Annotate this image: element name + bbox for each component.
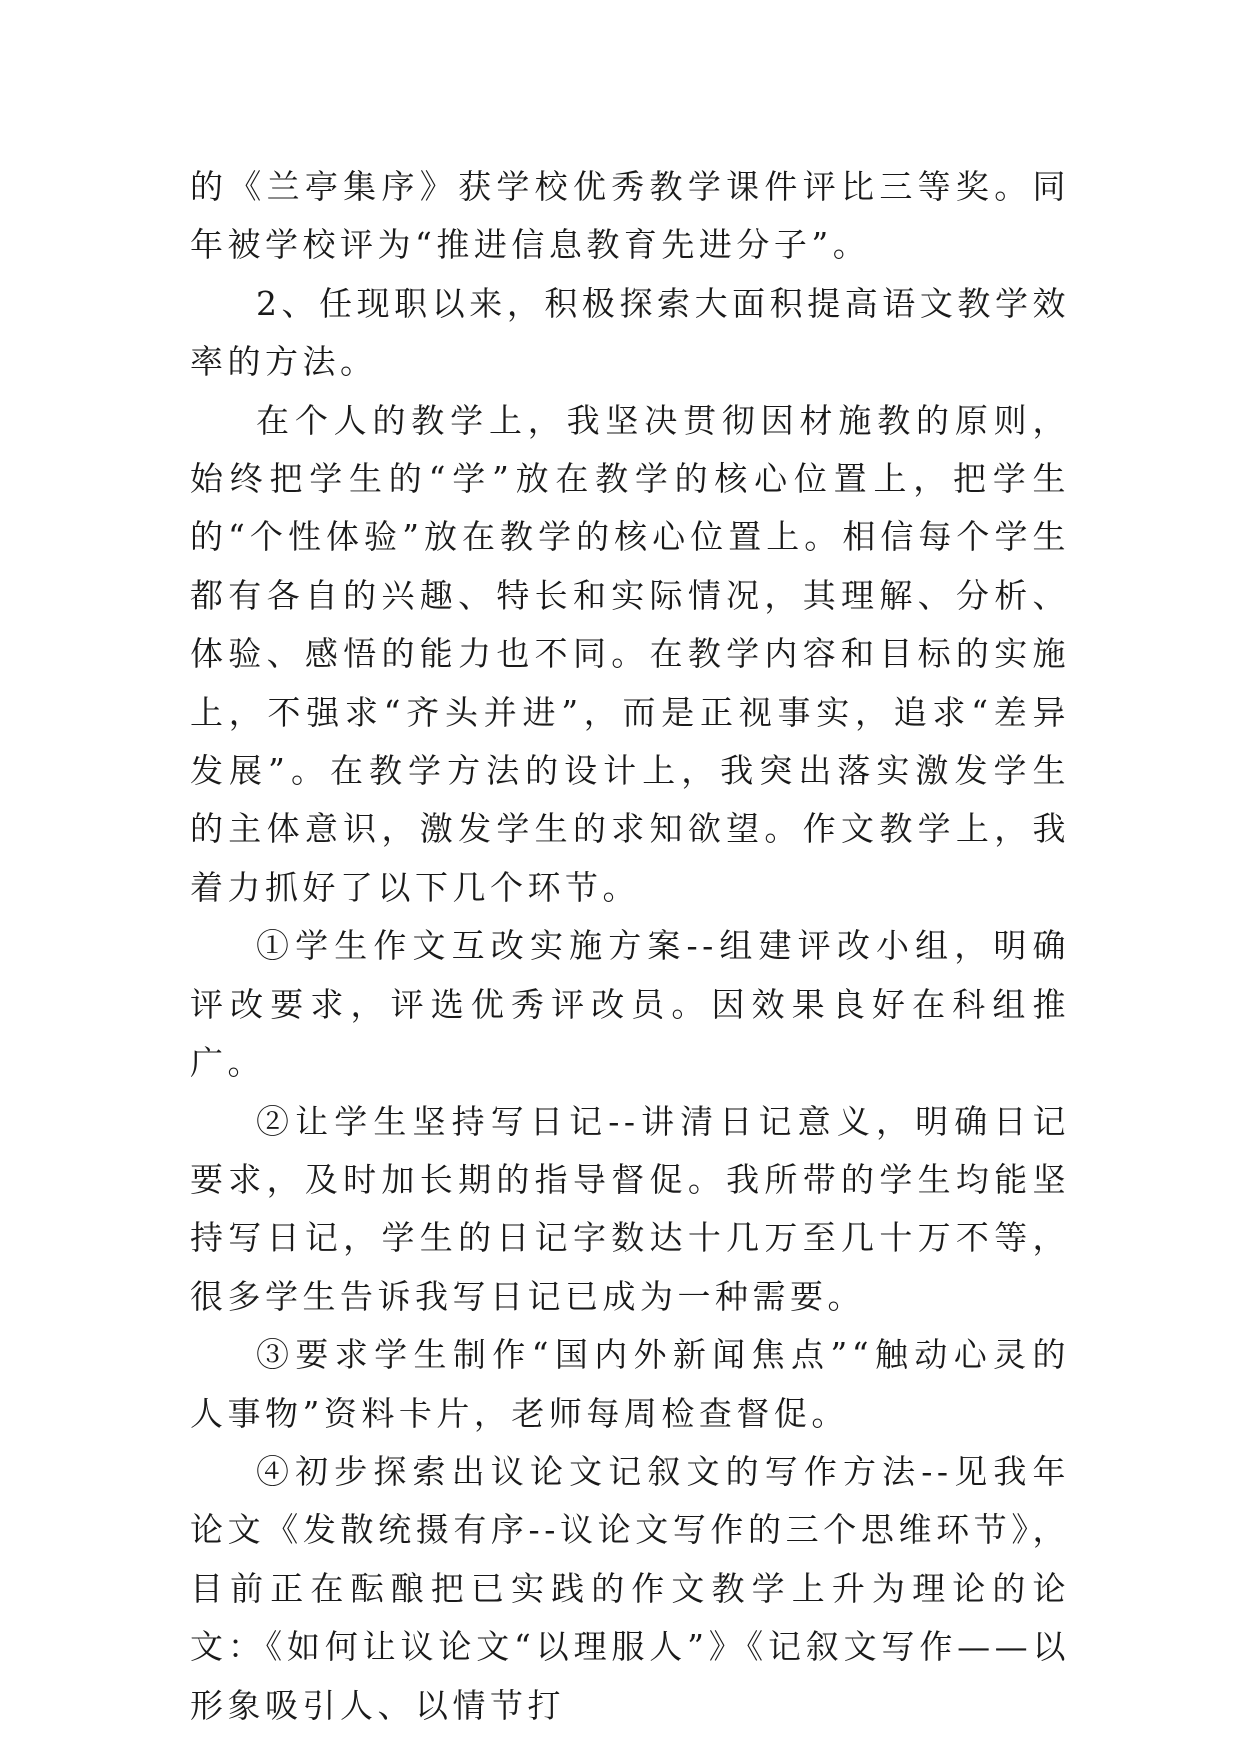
paragraph-item-2-diary: ②让学生坚持写日记--讲清日记意义，明确日记要求，及时加长期的指导督促。我所带的学生均能坚持写日记，学生的日记字数达十几万至几十万不等，很多学生告诉我写日记已成为一种需要。 bbox=[190, 1101, 1070, 1316]
paragraph-item-1-peer-review: ①学生作文互改实施方案--组建评改小组，明确评改要求，评选优秀评改员。因效果良好在科组推广。 bbox=[190, 926, 1070, 1083]
paragraph-item-3-news-cards: ③要求学生制作“国内外新闻焦点”“触动心灵的人事物”资料卡片，老师每周检查督促。 bbox=[190, 1335, 1070, 1433]
paragraph-teaching-principles: 在个人的教学上，我坚决贯彻因材施教的原则，始终把学生的“学”放在教学的核心位置上，把学生的“个性体验”放在教学的核心位置上。相信每个学生都有各自的兴趣、特长和实际情况，其理解、分析、体验、感悟的能力也不同。在教学内容和目标的实施上，不强求“齐头并进”，而是正视事实，追求“差异发展”。在教学方法的设计上，我突出落实激发学生的主体意识，激发学生的求知欲望。作文教学上，我着力抓好了以下几个环节。 bbox=[190, 400, 1070, 907]
paragraph-award-continuation: 的《兰亭集序》获学校优秀教学课件评比三等奖。同年被学校评为“推进信息教育先进分子”。 bbox=[190, 167, 1070, 265]
document-body bbox=[190, 158, 1070, 1735]
paragraph-section-2-heading: 2、任现职以来，积极探索大面积提高语文教学效率的方法。 bbox=[190, 283, 1070, 382]
paragraph-item-4-writing-methods: ④初步探索出议论文记叙文的写作方法--见我年论文《发散统摄有序--议论文写作的三个思维环节》，目前正在酝酿把已实践的作文教学上升为理论的论文：《如何让议论文“以理服人”》《记叙文写作——以形象吸引人、以情节打 bbox=[190, 1451, 1070, 1725]
